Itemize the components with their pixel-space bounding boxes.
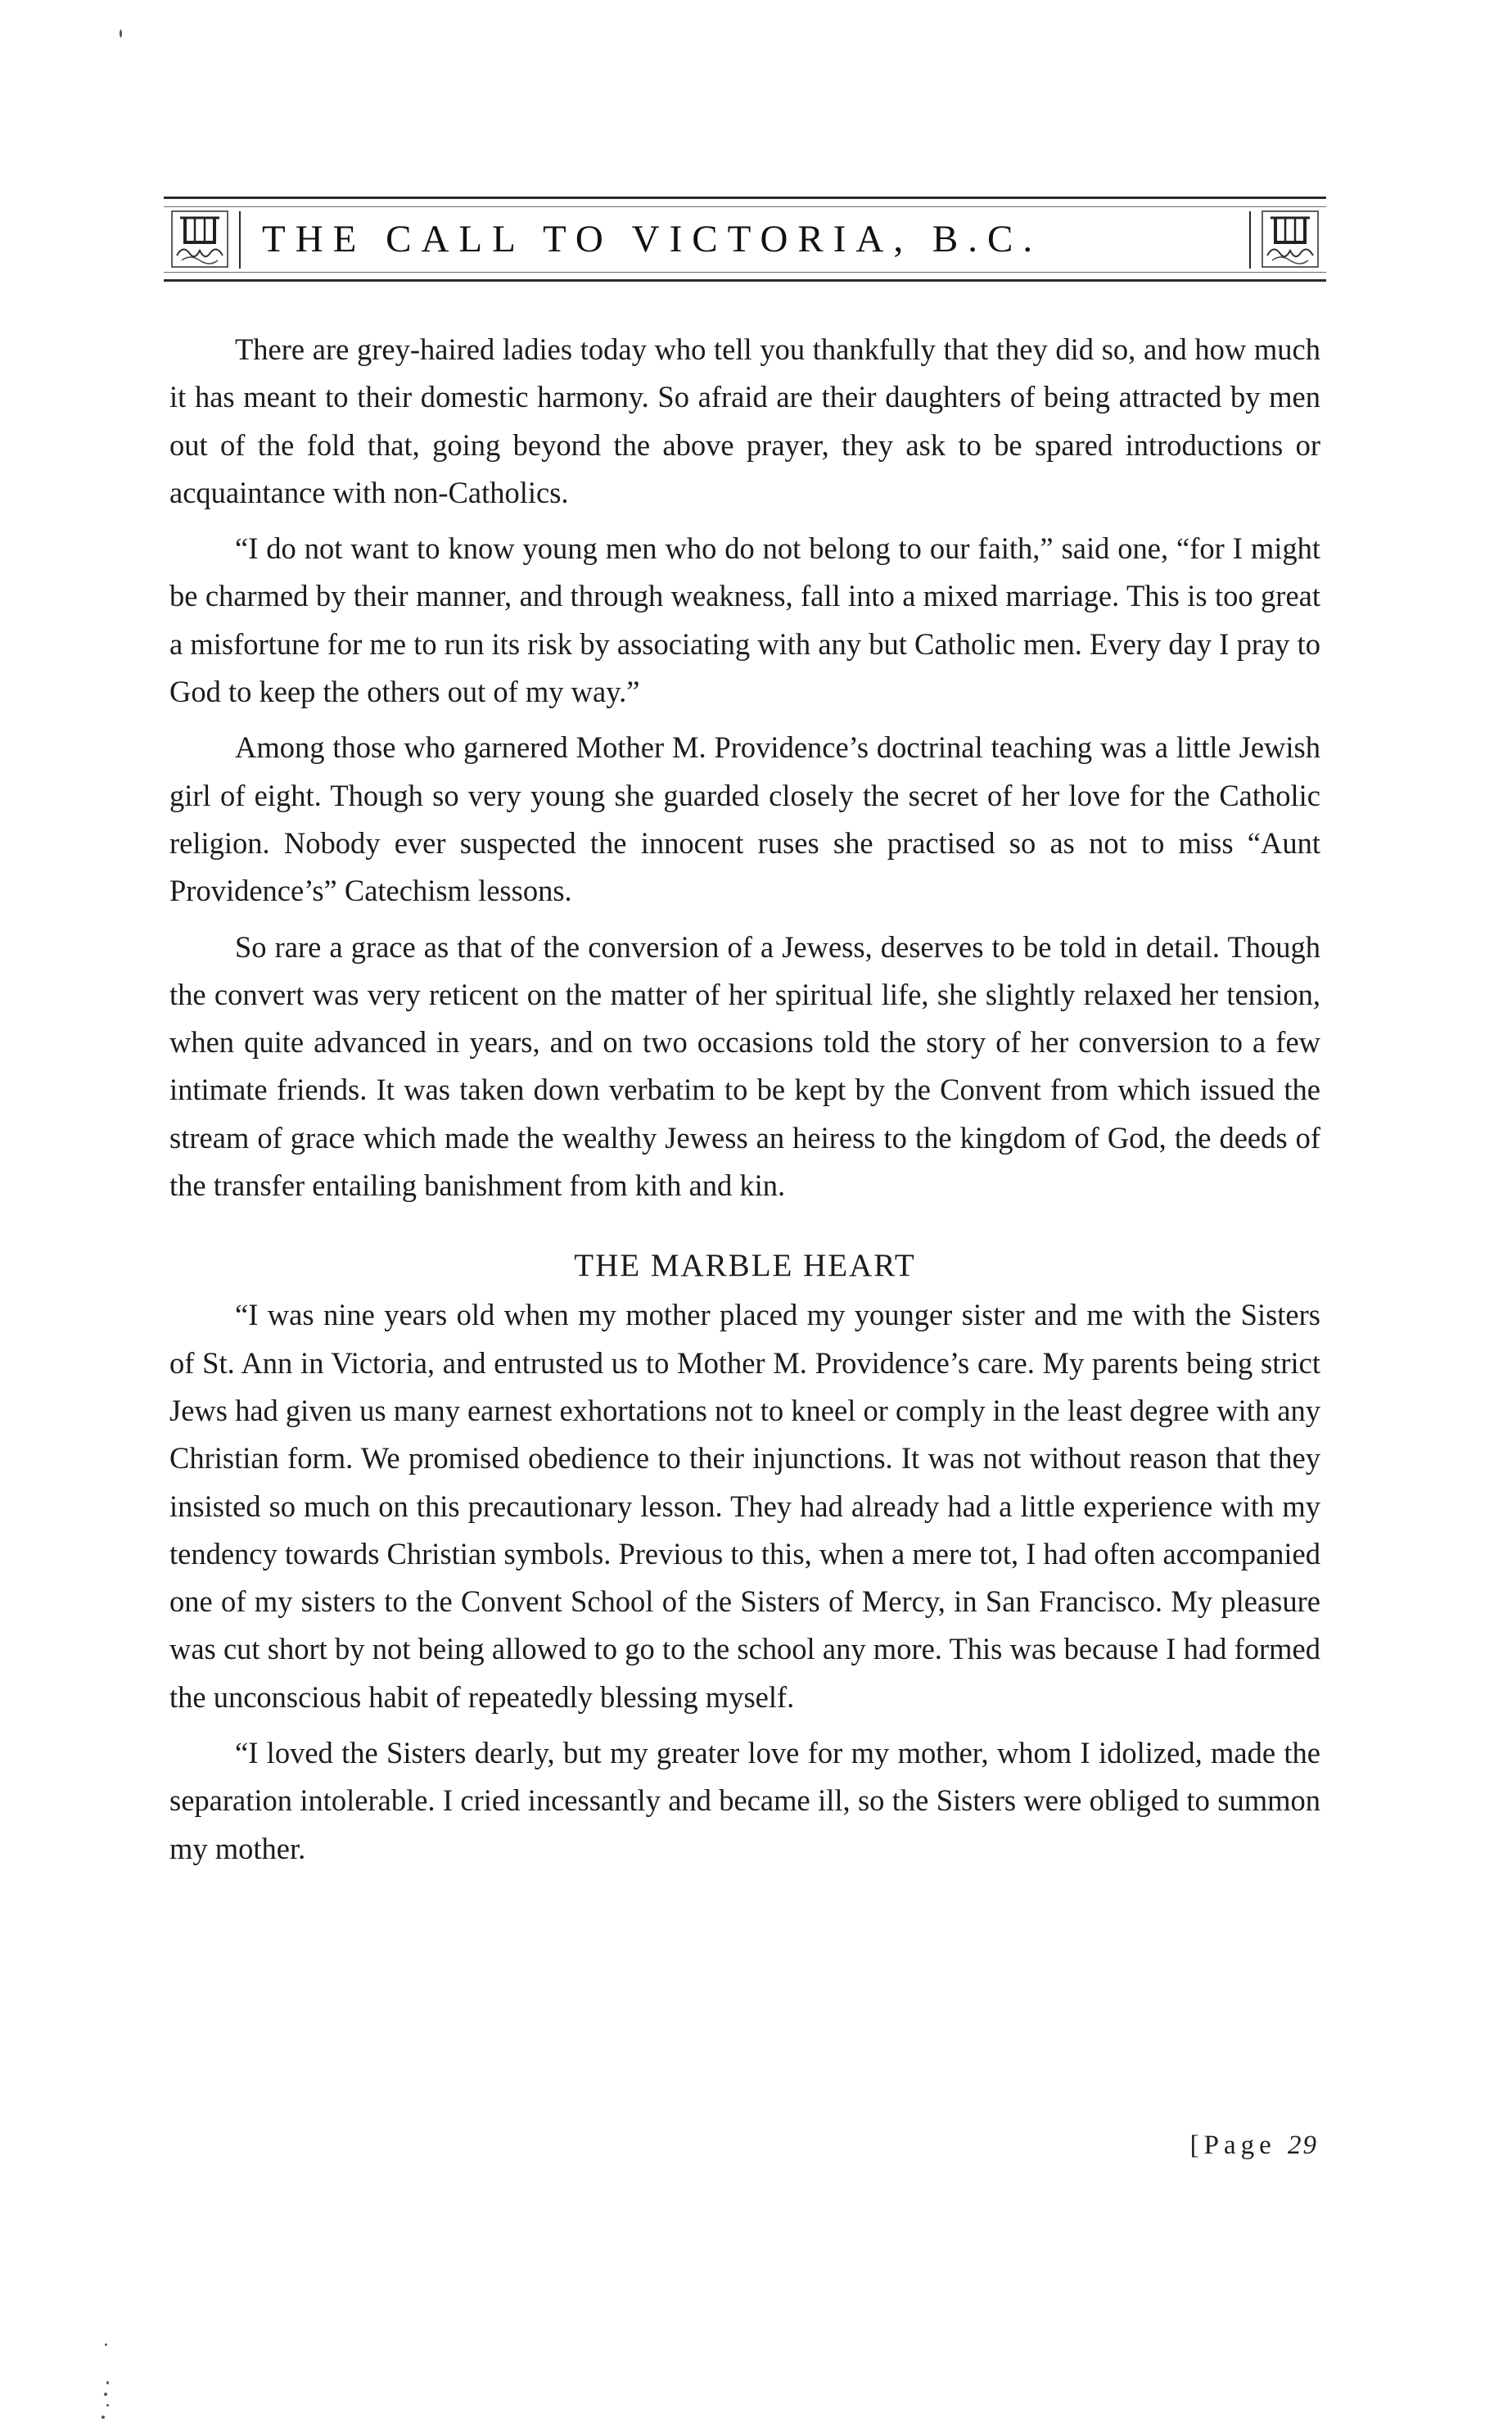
paragraph: So rare a grace as that of the conversion of a Jewess, deserves to be told in detail. Though the convert was very reticent on the matter of her spiritual life, she slightly relaxed her tension, when quite advanced in years, and on two occasions told the story of her conversion to a few intimate friends. It was taken down verbatim to be kept by the Convent from which issued the stream of grace which made the wealthy Jewess an heiress to the kingdom of God, the deeds of the transfer entailing banishment from kith and kin. bbox=[169, 929, 1320, 1203]
paragraph: Among those who garnered Mother M. Providence’s doctrinal teaching was a little Jewish girl of eight. Though so very young she guarded closely the secret of her love for the Catholic religion. Nobody ever suspected the innocent ruses she practised so as not to miss “Aunt Providence’s” Catechism lessons. bbox=[169, 730, 1320, 908]
header-rule-bottom-thick bbox=[164, 279, 1326, 282]
page-number-prefix: [Page bbox=[1189, 2131, 1276, 2160]
paragraph: “I do not want to know young men who do not belong to our faith,” said one, “for I might be charmed by their manner, and through weakness, fall into a mixed marriage. This is too great a misfortune for me to run its risk by associating with any but Catholic men. Every day I pray to God to keep the others out of my way.” bbox=[169, 531, 1320, 709]
header-rule-top-thin bbox=[164, 206, 1326, 207]
paragraph: “I was nine years old when my mother placed my younger sister and me with the Sisters of St. Ann in Victoria, and entrusted us to Mother M. Providence’s care. My parents being strict Jews had given us many earnest exhortations not to kneel or comply in the least degree with any Christian form. We promised obedience to their injunctions. It was not without reason that they insisted so much on this precautionary lesson. They had already had a little experience with my tendency towards Christian symbols. Previous to this, when a mere tot, I had often accompanied one of my sisters to the Convent School of the Sisters of Mercy, in San Francisco. My pleasure was cut short by not being allowed to go to the school any more. This was because I had formed the unconscious habit of repeatedly blessing myself. bbox=[169, 1298, 1320, 1714]
section-heading: THE MARBLE HEART bbox=[574, 1248, 916, 1284]
scan-speck bbox=[106, 2381, 109, 2384]
paragraph: “I loved the Sisters dearly, but my greater love for my mother, whom I idolized, made the separation intolerable. I cried incessantly and became ill, so the Sisters were obliged to summon my mother. bbox=[169, 1736, 1320, 1865]
decorative-monogram-icon bbox=[1257, 208, 1323, 270]
header-divider-right bbox=[1249, 211, 1251, 269]
scan-speck bbox=[102, 2416, 105, 2419]
page-number bbox=[1190, 2131, 1318, 2161]
page-number-value: 29 bbox=[1288, 2131, 1318, 2160]
paragraph: There are grey-haired ladies today who tell you thankfully that they did so, and how much it has meant to their domestic harmony. So afraid are their daughters of being attracted by men out of the fold that, going beyond the above prayer, they ask to be spared introductions or acquaintance with non-Catholics. bbox=[169, 332, 1320, 509]
header-rule-bottom-thin bbox=[164, 272, 1326, 273]
running-header bbox=[164, 197, 1326, 282]
header-divider-left bbox=[239, 211, 241, 269]
scan-speck bbox=[104, 2393, 107, 2396]
scan-speck bbox=[106, 2404, 109, 2407]
header-rule-top-thick bbox=[164, 197, 1326, 199]
scan-speck bbox=[105, 2343, 107, 2346]
scan-speck bbox=[120, 29, 122, 38]
header-title: THE CALL TO VICTORIA, B.C. bbox=[262, 218, 1043, 260]
decorative-monogram-icon bbox=[167, 208, 232, 270]
body-text bbox=[169, 326, 1320, 1873]
